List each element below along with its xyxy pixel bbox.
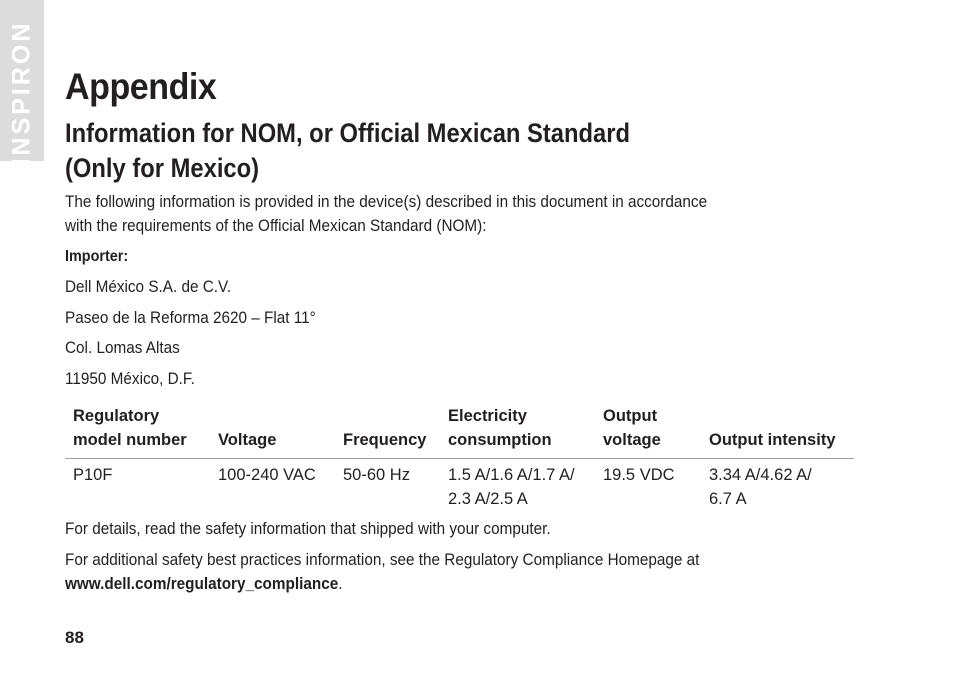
- address-line: Col. Lomas Altas: [65, 338, 180, 357]
- address-line: 11950 México, D.F.: [65, 369, 195, 388]
- section-heading-line1: Information for NOM, or Official Mexican Standard: [65, 118, 631, 148]
- additional-line1: For additional safety best practices information, see the Regulatory Compliance Homepage at: [65, 550, 700, 569]
- spec-table: [65, 404, 854, 511]
- col-header-output-intensity: Output intensity: [701, 404, 854, 459]
- col-header-frequency: Frequency: [335, 404, 440, 459]
- table-row: [65, 459, 854, 512]
- intro-paragraph: [65, 190, 707, 238]
- col-header-output-voltage: Output voltage: [595, 404, 701, 459]
- cell-voltage: 100-240 VAC: [218, 466, 316, 484]
- col-header-consumption: Electricity consumption: [440, 404, 595, 459]
- section-heading: [65, 116, 630, 186]
- col-header-voltage: Voltage: [210, 404, 335, 459]
- link-period: .: [338, 574, 343, 593]
- cell-model: P10F: [73, 466, 113, 484]
- page-number: 88: [65, 628, 84, 647]
- importer-label: Importer:: [65, 248, 129, 265]
- table-header-row: [65, 404, 854, 459]
- cell-consumption: 1.5 A/1.6 A/1.7 A/ 2.3 A/2.5 A: [448, 466, 575, 508]
- regulatory-link[interactable]: www.dell.com/regulatory_compliance: [65, 574, 339, 593]
- page-title: Appendix: [65, 66, 217, 107]
- additional-paragraph: [65, 548, 699, 596]
- cell-frequency: 50-60 Hz: [343, 466, 410, 484]
- intro-line1: The following information is provided in the device(s) described in this document in accordance: [65, 192, 708, 211]
- address-line: Paseo de la Reforma 2620 – Flat 11°: [65, 308, 316, 327]
- col-header-model: Regulatory model number: [65, 404, 210, 459]
- details-paragraph: For details, read the safety information that shipped with your computer.: [65, 519, 551, 538]
- section-heading-line2: (Only for Mexico): [65, 153, 260, 183]
- sidebar-tab: [0, 0, 44, 166]
- address-line: Dell México S.A. de C.V.: [65, 277, 232, 296]
- brand-label: INSPIRON: [7, 20, 36, 166]
- cell-output-voltage: 19.5 VDC: [603, 466, 675, 484]
- intro-line2: with the requirements of the Official Mexican Standard (NOM):: [65, 216, 487, 235]
- cell-output-intensity: 3.34 A/4.62 A/ 6.7 A: [709, 466, 812, 508]
